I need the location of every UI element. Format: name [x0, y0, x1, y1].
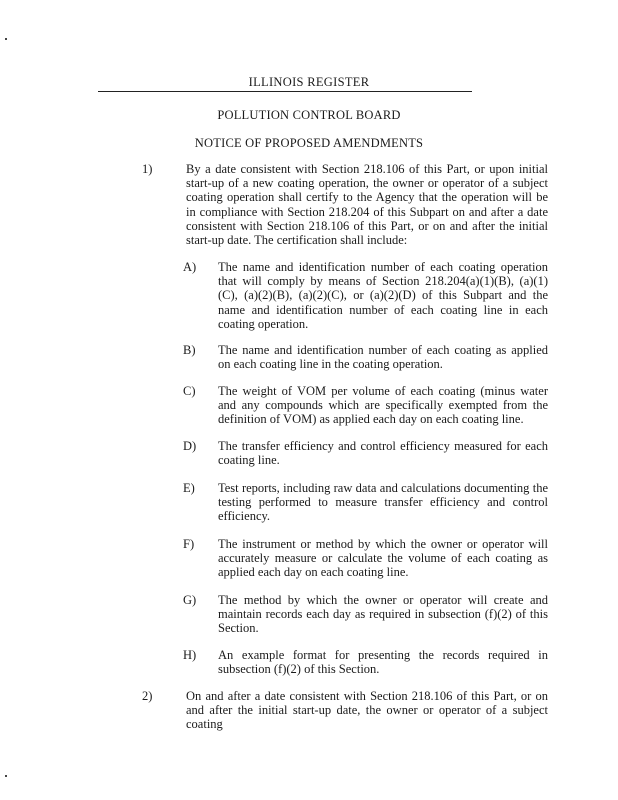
subitem-f-text: The instrument or method by which the owner or operator will accurately measure or calculate the volume of each coating as applied each day on each coating line. — [218, 537, 548, 580]
subitem-b-text: The name and identification number of each coating as applied on each coating line in the coating operation. — [218, 343, 548, 372]
item-2-text: On and after a date consistent with Section 218.106 of this Part, or on and after the initial start-up date, the owner or operator of a subject coating — [186, 689, 548, 732]
subitem-g-label: G) — [183, 593, 197, 607]
item-2-label: 2) — [142, 689, 153, 703]
subitem-a-label: A) — [183, 260, 197, 274]
item-1-label: 1) — [142, 162, 153, 176]
subitem-b-label: B) — [183, 343, 196, 357]
subitem-g-text: The method by which the owner or operator will create and maintain records each day as required in subsection (f)(2) of this Section. — [218, 593, 548, 636]
subitem-d-label: D) — [183, 439, 197, 453]
header-rule — [98, 91, 472, 92]
notice-title: NOTICE OF PROPOSED AMENDMENTS — [194, 136, 424, 150]
scan-mark-bottom — [5, 775, 7, 777]
subitem-a-text: The name and identification number of each coating operation that will comply by means of Section 218.204(a)(1)(B), (a)(1)(C), (a)(2)(B), (a)(2)(C), or (a)(2)(D) of this Subpart and the name and identification number of each coating line in each coating operation. — [218, 260, 548, 331]
subitem-d-text: The transfer efficiency and control efficiency measured for each coating line. — [218, 439, 548, 468]
agency-name: POLLUTION CONTROL BOARD — [217, 108, 401, 122]
scan-mark-top — [5, 38, 7, 40]
subitem-e-label: E) — [183, 481, 195, 495]
register-title: ILLINOIS REGISTER — [248, 75, 370, 89]
subitem-e-text: Test reports, including raw data and calculations documenting the testing performed to measure transfer efficiency and control efficiency. — [218, 481, 548, 524]
subitem-c-text: The weight of VOM per volume of each coating (minus water and any compounds which are specifically exempted from the definition of VOM) as applied each day on each coating line. — [218, 384, 548, 427]
subitem-h-label: H) — [183, 648, 197, 662]
item-1-text: By a date consistent with Section 218.106 of this Part, or upon initial start-up of a new coating operation, the owner or operator of a subject coating operation shall certify to the Agency that the operation will be in compliance with Section 218.204 of this Subpart on and after a date consistent with Section 218.106 of this Part, or on and after the initial start-up date. The certification shall include: — [186, 162, 548, 248]
subitem-c-label: C) — [183, 384, 196, 398]
subitem-f-label: F) — [183, 537, 195, 551]
subitem-h-text: An example format for presenting the records required in subsection (f)(2) of this Section. — [218, 648, 548, 677]
